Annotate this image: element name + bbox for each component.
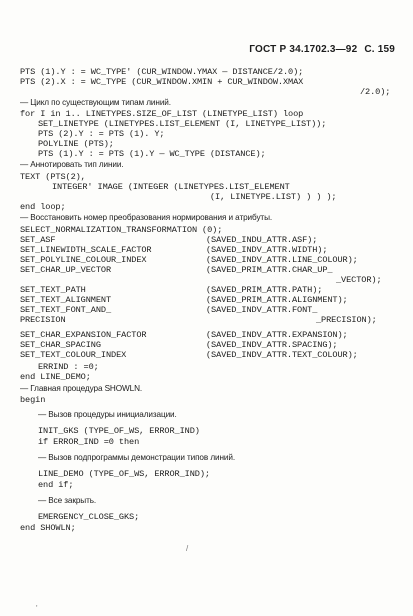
code-line: /2.0); — [360, 87, 391, 97]
attr-call: SET_TEXT_PATH — [20, 285, 86, 295]
attr-call: SET_CHAR_EXPANSION_FACTOR — [20, 330, 147, 340]
code-line: if ERROR_IND =0 then — [38, 437, 140, 447]
code-line: SET_LINETYPE (LINETYPES.LIST_ELEMENT (I, LINETYPE_LIST)); — [38, 119, 327, 129]
attr-call: SET_CHAR_UP_VECTOR — [20, 265, 112, 275]
code-line: INIT_GKS (TYPE_OF_WS, ERROR_IND) — [38, 426, 200, 436]
attr-arg: (SAVED_INDV_ATTR.LINE_COLOUR); — [206, 255, 358, 265]
comment-line: — Цикл по существующим типам линий. — [20, 98, 171, 107]
standard-number: ГОСТ Р 34.1702.3—92 — [249, 44, 358, 55]
attr-call: SET_TEXT_FONT_AND_ — [20, 305, 112, 315]
attr-arg: (SAVED_PRIM_ATTR.CHAR_UP_ — [206, 265, 333, 275]
attr-call: SET_POLYLINE_COLOUR_INDEX — [20, 255, 147, 265]
comment-line: — Вызов подпрограммы демонстрации типов линий. — [38, 453, 236, 462]
comment-line: — Восстановить номер преобразования нормирования и атрибуты. — [20, 213, 273, 222]
attr-arg: (SAVED_PRIM_ATTR.ALIGNMENT); — [206, 295, 348, 305]
attr-arg: (SAVED_INDV_ATTR.TEXT_COLOUR); — [206, 350, 358, 360]
code-line: end if; — [38, 480, 74, 490]
code-line: (I, LINETYPE.LIST) ) ) ); — [210, 192, 337, 202]
code-line: PTS (1).Y : = WC_TYPE' (CUR_WINDOW.YMAX — DISTANCE/2.0); — [20, 67, 304, 77]
code-line: LINE_DEMO (TYPE_OF_WS, ERROR_IND); — [38, 469, 210, 479]
code-line: INTEGER' IMAGE (INTEGER (LINETYPES.LIST_ELEMENT — [52, 182, 290, 192]
attr-call: SET_TEXT_COLOUR_INDEX — [20, 350, 127, 360]
attr-arg: (SAVED_PRIM_ATTR.PATH); — [206, 285, 323, 295]
attr-call: SET_TEXT_ALIGNMENT — [20, 295, 112, 305]
code-line: PTS (2).X : = WC_TYPE (CUR_WINDOW.XMIN + CUR_WINDOW.XMAX — [20, 77, 304, 87]
comment-line: — Вызов процедуры инициализации. — [38, 410, 177, 419]
attr-arg: (SAVED_INDV_ATTR.FONT_ — [206, 305, 318, 315]
code-line: end loop; — [20, 202, 66, 212]
attr-call: SET_LINEWIDTH_SCALE_FACTOR — [20, 245, 152, 255]
attr-arg: (SAVED_INDV_ATTR.WIDTH); — [206, 245, 328, 255]
code-line: end LINE_DEMO; — [20, 372, 91, 382]
page-header — [245, 44, 395, 55]
code-line: EMERGENCY_CLOSE_GKS; — [38, 512, 140, 522]
code-line: ERRIND : =0; — [38, 362, 99, 372]
attr-arg: (SAVED_INDU_ATTR.ASF); — [206, 235, 318, 245]
code-line: for I in 1.. LINETYPES.SIZE_OF_LIST (LINETYPE_LIST) loop — [20, 109, 304, 119]
code-line: end SHOWLN; — [20, 523, 76, 533]
attr-arg: (SAVED_INDV_ATTR.EXPANSION); — [206, 330, 348, 340]
code-line: SELECT_NORMALIZATION_TRANSFORMATION (0); — [20, 225, 223, 235]
code-line: begin — [20, 395, 46, 405]
code-line: PTS (2).Y : = PTS (1). Y; — [38, 129, 165, 139]
scan-mark: / — [186, 544, 189, 553]
code-line: TEXT (PTS(2), — [20, 172, 86, 182]
attr-call: PRECISION — [20, 315, 66, 325]
page-number: С. 159 — [364, 44, 395, 55]
comment-line: — Все закрыть. — [38, 496, 97, 505]
attr-call: SET_ASF — [20, 235, 56, 245]
code-line: POLYLINE (PTS); — [38, 139, 114, 149]
attr-arg: (SAVED_INDV_ATTR.SPACING); — [206, 340, 338, 350]
attr-call: SET_CHAR_SPACING — [20, 340, 101, 350]
comment-line: — Аннотировать тип линии. — [20, 160, 124, 169]
attr-arg: _PRECISION); — [316, 315, 377, 325]
scan-mark: ' — [36, 604, 38, 613]
comment-line: — Главная процедура SHOWLN. — [20, 384, 143, 393]
attr-arg: _VECTOR); — [336, 275, 382, 285]
code-line: PTS (1).Y : = PTS (1).Y — WC_TYPE (DISTANCE); — [38, 149, 266, 159]
